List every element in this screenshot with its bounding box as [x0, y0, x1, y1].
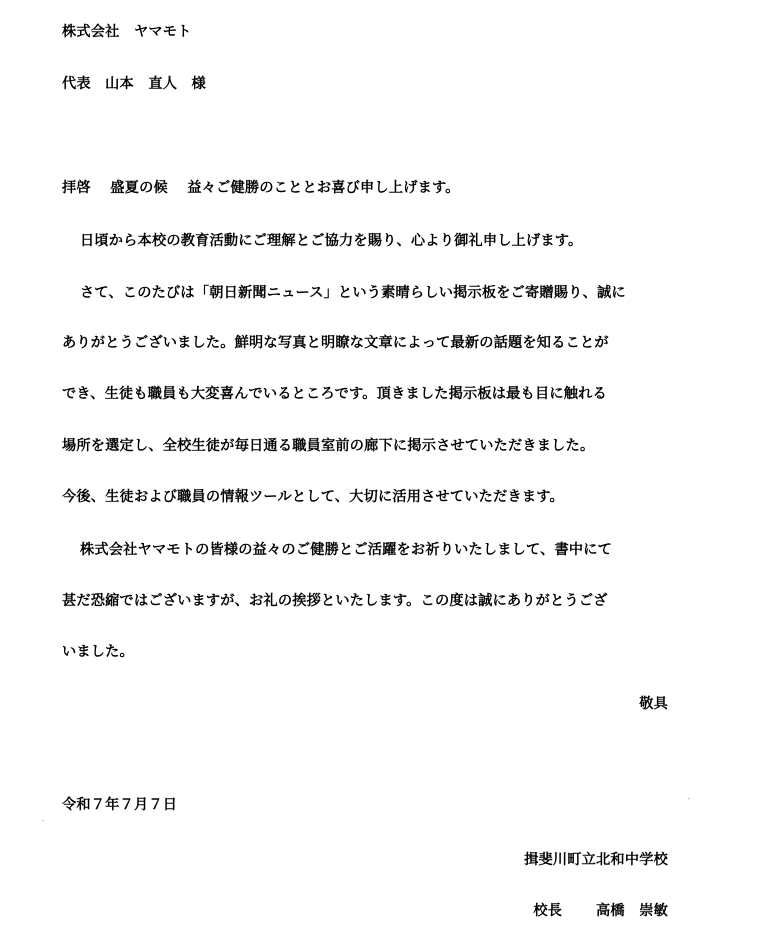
body-line: いました。: [62, 644, 134, 660]
recipient-company: 株式会社 ヤマモト: [62, 24, 192, 40]
sender-principal: 校長 高橋 崇敏: [533, 903, 668, 919]
body-line: ありがとうございました。鮮明な写真と明瞭な文章によって最新の話題を知ることが: [62, 335, 609, 351]
body-line: さて、このたびは「朝日新聞ニュース」という素晴らしい掲示板をご寄贈賜り、誠に: [80, 285, 626, 301]
recipient-person: 代表 山本 直人 様: [62, 76, 206, 92]
closing-word: 敬具: [639, 696, 668, 712]
body-line: 今後、生徒および職員の情報ツールとして、大切に活用させていただきます。: [62, 489, 564, 505]
sender-school: 揖斐川町立北和中学校: [524, 852, 668, 868]
greeting-line: 拝啓 盛夏の候 益々ご健勝のこととお喜び申し上げます。: [62, 180, 460, 196]
scan-speck: [42, 820, 44, 821]
body-line: 甚だ恐縮ではございますが、お礼の挨拶といたします。この度は誠にありがとうござ: [62, 593, 608, 609]
body-line: 株式会社ヤマモトの皆様の益々のご健勝とご活躍をお祈りいたしまして、書中にて: [80, 542, 613, 558]
body-line: 場所を選定し、全校生徒が毎日通る職員室前の廊下に掲示させていただきました。: [62, 438, 595, 454]
body-line: 日頃から本校の教育活動にご理解とご協力を賜り、心より御礼申し上げます。: [80, 233, 583, 249]
body-line: でき、生徒も職員も大変喜んでいるところです。頂きました掲示板は最も目に触れる: [62, 386, 607, 402]
scan-speck: [688, 798, 690, 799]
letter-date: 令和７年７月７日: [62, 797, 178, 813]
